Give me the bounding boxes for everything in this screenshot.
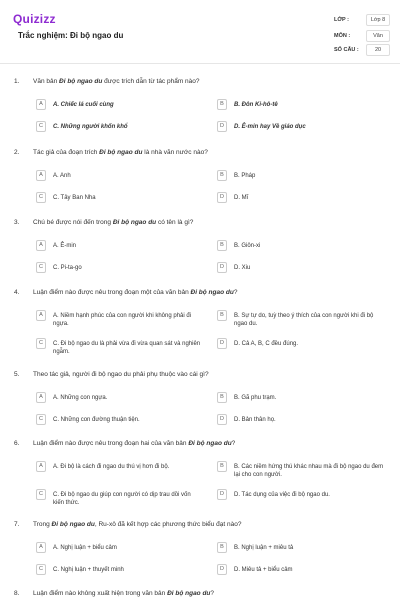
worksheet-header <box>0 0 400 64</box>
answer-option-a[interactable] <box>36 541 206 555</box>
question-text-pre: Luận điểm nào được nêu trong đoạn hai của văn bản <box>33 440 189 447</box>
option-letter-badge: A <box>36 170 46 181</box>
option-text: A. Những con ngựa. <box>53 395 108 401</box>
option-letter-badge: C <box>36 414 46 425</box>
answer-option-d[interactable] <box>217 261 387 275</box>
option-text: C. Nghị luận + thuyết minh <box>53 567 124 573</box>
option-text: B. Pháp <box>234 173 256 179</box>
answer-option-b[interactable] <box>217 169 387 183</box>
answer-option-b[interactable] <box>217 309 387 331</box>
option-text: A. Niềm hạnh phúc của con người khi không phải đi ngựa. <box>53 313 192 327</box>
question-text-pre: Luận điểm nào được nêu trong đoạn một của văn bản <box>33 289 191 296</box>
question-text-title: Đi bộ ngao du <box>167 590 211 597</box>
question-text-post: ? <box>210 590 215 597</box>
answer-option-d[interactable] <box>217 563 387 577</box>
question-number: 8. <box>14 590 20 597</box>
option-letter-badge: A <box>36 310 46 321</box>
option-letter-badge: C <box>36 489 46 500</box>
option-text: B. Các niềm hứng thú khác nhau mà đi bộ ngao du đem lại cho con người. <box>234 464 384 478</box>
option-letter-badge: A <box>36 99 46 110</box>
answer-option-b[interactable] <box>217 541 387 555</box>
option-text: A. Đi bộ là cách đi ngao du thú vị hơn đi bộ. <box>53 464 170 470</box>
meta-grade-value: Lớp 8 <box>366 14 390 26</box>
question-number: 5. <box>14 371 20 378</box>
answer-option-c[interactable] <box>36 488 206 510</box>
answer-option-a[interactable] <box>36 169 206 183</box>
question-text-pre: Trong <box>33 521 52 528</box>
option-letter-badge: C <box>36 262 46 273</box>
question-text-post: là nhà văn nước nào? <box>142 149 208 156</box>
meta-grade-label: LỚP : <box>334 17 349 23</box>
question-text <box>33 371 373 378</box>
question-text-title: Đi bộ ngao du <box>188 440 232 447</box>
option-letter-badge: B <box>217 310 227 321</box>
option-text: A. Chiếc lá cuối cùng <box>53 102 114 108</box>
answer-option-c[interactable] <box>36 261 206 275</box>
meta-grade <box>334 12 390 28</box>
option-text: D. Miêu tả + biểu cảm <box>234 567 293 573</box>
meta-subject-label: MÔN : <box>334 33 351 39</box>
question-text-title: Đi bộ ngao du <box>51 521 95 528</box>
question-text-title: Đi bộ ngao du <box>112 219 157 226</box>
option-letter-badge: B <box>217 392 227 403</box>
meta-count-label: SỐ CÂU : <box>334 47 359 53</box>
option-letter-badge: D <box>217 192 227 203</box>
option-letter-badge: B <box>217 542 227 553</box>
option-letter-badge: D <box>217 262 227 273</box>
option-letter-badge: A <box>36 240 46 251</box>
option-text: D. Ê-min hay Về giáo dục <box>234 124 306 130</box>
option-text: B. Giôn-xi <box>234 243 261 249</box>
answer-option-a[interactable] <box>36 391 206 405</box>
option-text: A. Nghị luận + biểu cảm <box>53 545 117 551</box>
option-text: D. Mĩ <box>234 195 249 201</box>
option-text: C. Đi bộ ngao du giúp con người có dịp trau dồi vốn kiến thức. <box>53 492 191 506</box>
answer-option-d[interactable] <box>217 337 387 359</box>
question-number: 3. <box>14 219 20 226</box>
question-text <box>33 219 373 226</box>
option-letter-badge: C <box>36 338 46 349</box>
option-letter-badge: D <box>217 338 227 349</box>
option-letter-badge: C <box>36 121 46 132</box>
option-letter-badge: D <box>217 121 227 132</box>
answer-option-b[interactable] <box>217 98 387 112</box>
option-letter-badge: A <box>36 392 46 403</box>
option-text: C. Tây Ban Nha <box>53 195 96 201</box>
answer-option-c[interactable] <box>36 191 206 205</box>
question-text <box>33 149 373 156</box>
answer-option-d[interactable] <box>217 120 387 134</box>
meta-count-value: 20 <box>366 44 390 56</box>
quizizz-logo: Quizizz <box>13 12 56 26</box>
option-letter-badge: B <box>217 170 227 181</box>
question-number: 7. <box>14 521 20 528</box>
question-number: 6. <box>14 440 20 447</box>
option-letter-badge: C <box>36 564 46 575</box>
question-number: 1. <box>14 78 20 85</box>
question-text-pre: Chú bé được nói đến trong <box>33 219 113 226</box>
option-text: D. Cả A, B, C đều đúng. <box>234 341 299 347</box>
answer-option-c[interactable] <box>36 337 206 359</box>
answer-option-a[interactable] <box>36 239 206 253</box>
meta-count <box>334 42 390 58</box>
option-text: D. Bản thân họ. <box>234 417 276 423</box>
option-text: C. Những người khốn khổ <box>53 124 128 130</box>
option-text: B. Gã phu trạm. <box>234 395 277 401</box>
answer-option-d[interactable] <box>217 191 387 205</box>
option-text: D. Xiu <box>234 265 251 271</box>
option-text: C. Đi bộ ngao du là phải vừa đi vừa quan sát và nghiên ngẫm. <box>53 341 201 355</box>
question-text-post: được trích dẫn từ tác phẩm nào? <box>102 78 200 85</box>
question-text-post: có tên là gì? <box>156 219 194 226</box>
option-letter-badge: D <box>217 564 227 575</box>
option-text: D. Tác dụng của việc đi bộ ngao du. <box>234 492 330 498</box>
answer-option-b[interactable] <box>217 391 387 405</box>
option-letter-badge: B <box>217 99 227 110</box>
question-text-pre: Văn bản <box>33 78 60 85</box>
answer-option-a[interactable] <box>36 98 206 112</box>
question-text <box>33 590 373 597</box>
option-letter-badge: D <box>217 489 227 500</box>
answer-option-a[interactable] <box>36 309 206 331</box>
question-text-title: Đi bộ ngao du <box>99 149 143 156</box>
question-text-post: ? <box>233 289 238 296</box>
option-letter-badge: B <box>217 240 227 251</box>
option-letter-badge: A <box>36 461 46 472</box>
answer-option-b[interactable] <box>217 239 387 253</box>
answer-option-c[interactable] <box>36 413 206 427</box>
option-text: B. Sự tự do, tuỳ theo ý thích của con người khi đi bộ ngao du. <box>234 313 374 327</box>
answer-option-d[interactable] <box>217 413 387 427</box>
option-letter-badge: C <box>36 192 46 203</box>
answer-option-c[interactable] <box>36 120 206 134</box>
option-text: C. Những con đường thuận tiện. <box>53 417 140 423</box>
option-text: B. Nghị luận + miêu tả <box>234 545 294 551</box>
answer-option-d[interactable] <box>217 488 387 510</box>
question-text <box>33 440 373 447</box>
quiz-title: Trắc nghiệm: Đi bộ ngao du <box>18 31 124 40</box>
answer-option-a[interactable] <box>36 460 206 482</box>
question-text-title: Đi bộ ngao du <box>190 289 234 296</box>
question-text-pre: Tác giả của đoạn trích <box>33 149 100 156</box>
option-letter-badge: B <box>217 461 227 472</box>
question-number: 4. <box>14 289 20 296</box>
question-text <box>33 78 373 85</box>
question-text-pre: Theo tác giả, người đi bộ ngao du phải phụ thuộc vào cái gì? <box>33 371 209 378</box>
question-number: 2. <box>14 149 20 156</box>
answer-option-c[interactable] <box>36 563 206 577</box>
question-text-post: , Ru-xô đã kết hợp các phương thức biểu đạt nào? <box>94 521 242 528</box>
option-text: A. Ê-min <box>53 243 77 249</box>
question-text-title: Đi bộ ngao du <box>59 78 103 85</box>
option-text: C. Pi-ta-go <box>53 265 82 271</box>
meta-subject-value: Văn <box>366 30 390 42</box>
answer-option-b[interactable] <box>217 460 387 482</box>
question-text-pre: Luận điểm nào không xuất hiện trong văn bản <box>33 590 168 597</box>
option-text: B. Đôn Ki-hô-tê <box>234 102 278 108</box>
option-text: A. Anh <box>53 173 71 179</box>
question-text-post: ? <box>231 440 236 447</box>
option-letter-badge: A <box>36 542 46 553</box>
option-letter-badge: D <box>217 414 227 425</box>
question-text <box>33 521 373 528</box>
question-text <box>33 289 373 296</box>
